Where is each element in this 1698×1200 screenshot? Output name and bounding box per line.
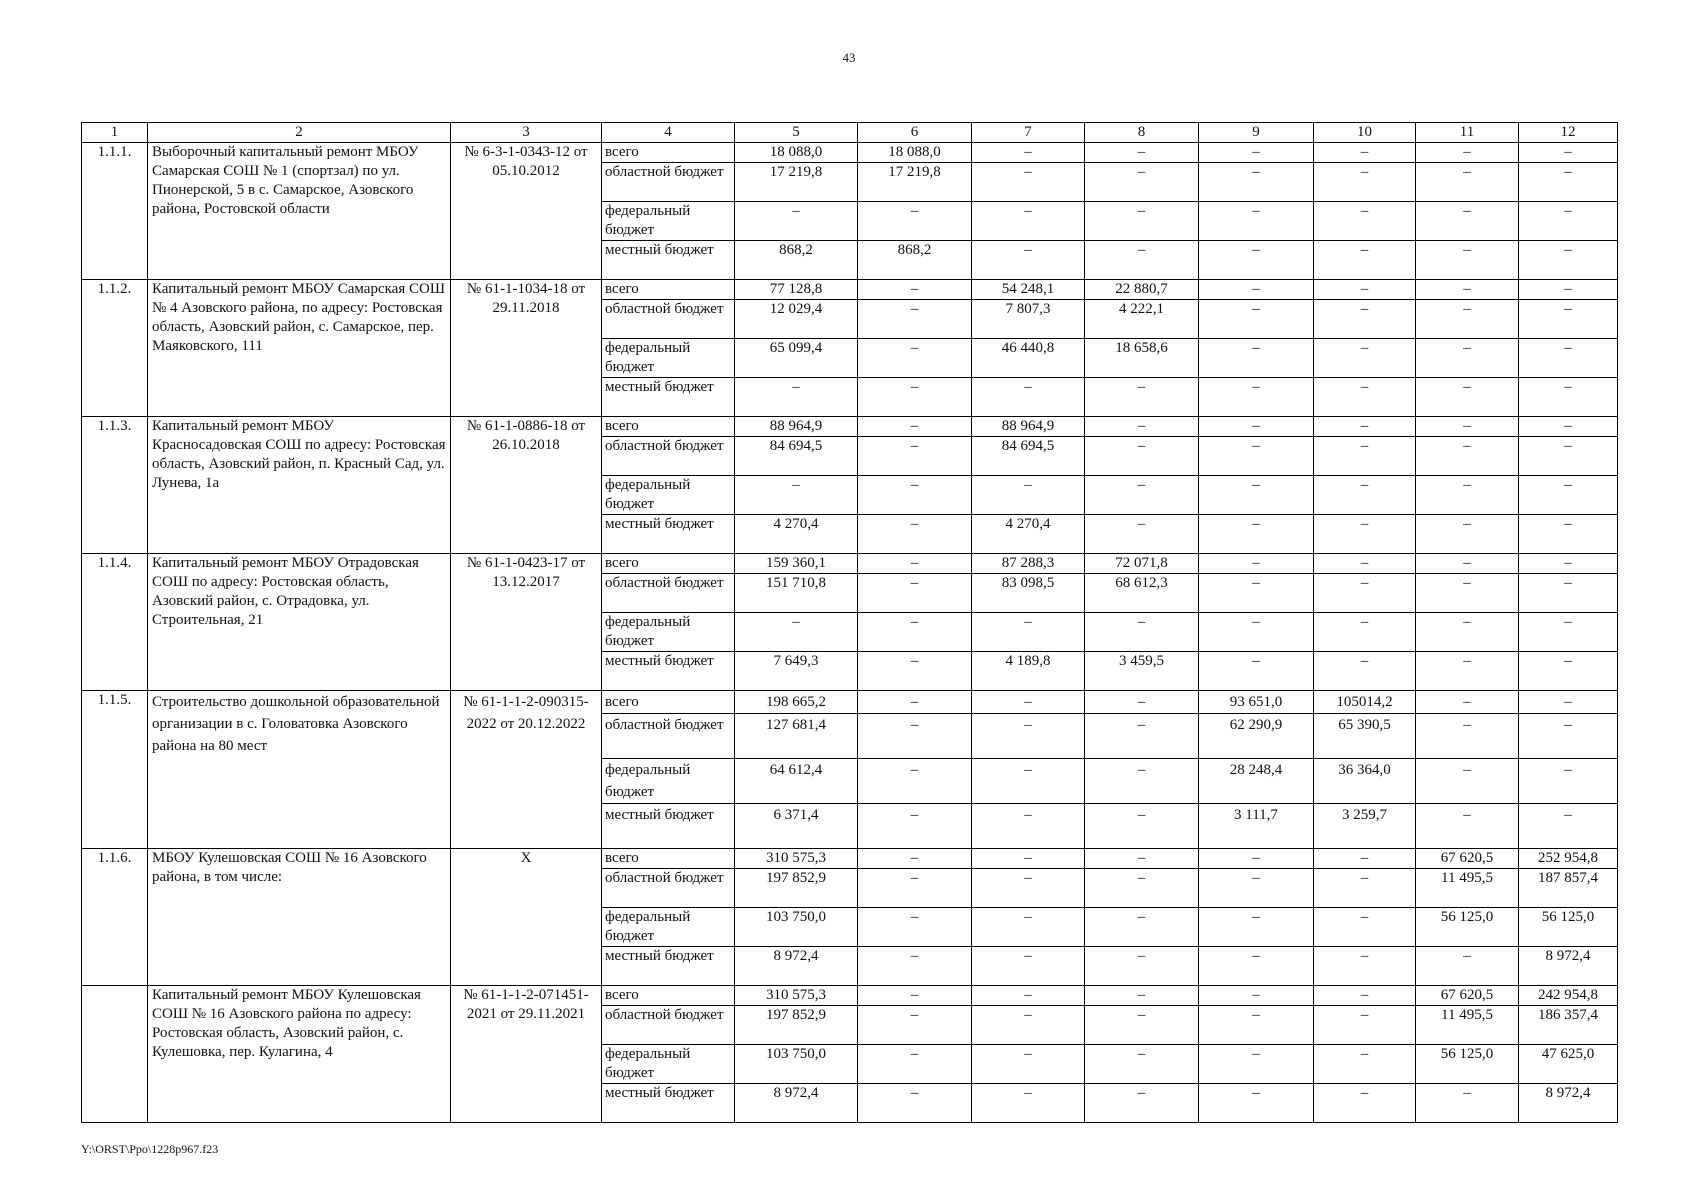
amount-cell: 56 125,0 xyxy=(1416,1045,1519,1084)
amount-cell: – xyxy=(1416,613,1519,652)
header-cell: 10 xyxy=(1314,123,1416,143)
amount-cell: 151 710,8 xyxy=(735,574,858,613)
amount-cell: – xyxy=(1199,476,1314,515)
amount-cell: – xyxy=(1416,280,1519,300)
amount-cell: 68 612,3 xyxy=(1085,574,1199,613)
amount-cell: – xyxy=(1085,947,1199,986)
amount-cell: – xyxy=(1314,378,1416,417)
funding-source: областной бюджет xyxy=(602,714,735,759)
amount-cell: – xyxy=(972,1084,1085,1123)
amount-cell: – xyxy=(1416,947,1519,986)
amount-cell: – xyxy=(1199,143,1314,163)
amount-cell: – xyxy=(858,378,972,417)
amount-cell: – xyxy=(858,986,972,1006)
amount-cell: – xyxy=(1199,280,1314,300)
amount-cell: – xyxy=(1416,476,1519,515)
funding-source: местный бюджет xyxy=(602,241,735,280)
budget-table xyxy=(81,122,1618,1123)
amount-cell: – xyxy=(858,613,972,652)
amount-cell: – xyxy=(1519,652,1618,691)
amount-cell: – xyxy=(1085,986,1199,1006)
amount-cell: – xyxy=(972,1006,1085,1045)
amount-cell: – xyxy=(1314,652,1416,691)
amount-cell: – xyxy=(1085,476,1199,515)
amount-cell: – xyxy=(1085,714,1199,759)
amount-cell: – xyxy=(1314,986,1416,1006)
amount-cell: – xyxy=(1519,714,1618,759)
amount-cell: – xyxy=(1416,202,1519,241)
amount-cell: – xyxy=(1085,143,1199,163)
amount-cell: 198 665,2 xyxy=(735,691,858,714)
amount-cell: 87 288,3 xyxy=(972,554,1085,574)
amount-cell: – xyxy=(858,1084,972,1123)
amount-cell: – xyxy=(1416,417,1519,437)
amount-cell: – xyxy=(1199,378,1314,417)
funding-source: всего xyxy=(602,143,735,163)
document-reference: Х xyxy=(451,849,602,986)
amount-cell: – xyxy=(1416,554,1519,574)
amount-cell: – xyxy=(1314,869,1416,908)
amount-cell: – xyxy=(1314,1084,1416,1123)
amount-cell: – xyxy=(972,869,1085,908)
amount-cell: – xyxy=(1314,241,1416,280)
item-number: 1.1.1. xyxy=(82,143,148,280)
amount-cell: – xyxy=(972,804,1085,849)
amount-cell: – xyxy=(858,947,972,986)
funding-source: федеральный бюджет xyxy=(602,908,735,947)
funding-source: всего xyxy=(602,986,735,1006)
amount-cell: – xyxy=(1519,476,1618,515)
amount-cell: – xyxy=(972,714,1085,759)
item-number: 1.1.6. xyxy=(82,849,148,986)
item-number: 1.1.4. xyxy=(82,554,148,691)
amount-cell: 67 620,5 xyxy=(1416,986,1519,1006)
amount-cell: 18 088,0 xyxy=(858,143,972,163)
item-description: МБОУ Кулешовская СОШ № 16 Азовского района, в том числе: xyxy=(148,849,451,986)
amount-cell: – xyxy=(1519,378,1618,417)
amount-cell: – xyxy=(1314,202,1416,241)
amount-cell: – xyxy=(1199,947,1314,986)
amount-cell: 8 972,4 xyxy=(1519,947,1618,986)
item-description: Капитальный ремонт МБОУ Кулешовская СОШ № 16 Азовского района по адресу: Ростовская область, Азовский район, с. Кулешовка, пер. Кулагина, 4 xyxy=(148,986,451,1123)
amount-cell: 310 575,3 xyxy=(735,986,858,1006)
amount-cell: 65 390,5 xyxy=(1314,714,1416,759)
amount-cell: – xyxy=(1085,1045,1199,1084)
funding-source: областной бюджет xyxy=(602,574,735,613)
amount-cell: – xyxy=(1519,515,1618,554)
amount-cell: – xyxy=(1199,1006,1314,1045)
amount-cell: – xyxy=(858,437,972,476)
item-number: 1.1.2. xyxy=(82,280,148,417)
amount-cell: 12 029,4 xyxy=(735,300,858,339)
amount-cell: – xyxy=(1085,869,1199,908)
amount-cell: – xyxy=(972,691,1085,714)
amount-cell: 67 620,5 xyxy=(1416,849,1519,869)
table-row xyxy=(82,691,1618,714)
amount-cell: – xyxy=(1199,300,1314,339)
funding-source: всего xyxy=(602,849,735,869)
amount-cell: – xyxy=(735,613,858,652)
funding-source: местный бюджет xyxy=(602,378,735,417)
amount-cell: – xyxy=(1416,437,1519,476)
amount-cell: 103 750,0 xyxy=(735,908,858,947)
amount-cell: – xyxy=(1314,300,1416,339)
amount-cell: 103 750,0 xyxy=(735,1045,858,1084)
header-cell: 7 xyxy=(972,123,1085,143)
header-cell: 3 xyxy=(451,123,602,143)
amount-cell: – xyxy=(858,691,972,714)
amount-cell: – xyxy=(1085,378,1199,417)
amount-cell: 65 099,4 xyxy=(735,339,858,378)
amount-cell: 47 625,0 xyxy=(1519,1045,1618,1084)
amount-cell: 11 495,5 xyxy=(1416,869,1519,908)
item-number: 1.1.3. xyxy=(82,417,148,554)
amount-cell: – xyxy=(1199,574,1314,613)
amount-cell: – xyxy=(972,947,1085,986)
amount-cell: – xyxy=(858,202,972,241)
document-reference: № 61-1-0886-18 от 26.10.2018 xyxy=(451,417,602,554)
page-number: 43 xyxy=(842,50,856,65)
amount-cell: – xyxy=(1416,574,1519,613)
amount-cell: – xyxy=(1199,163,1314,202)
amount-cell: – xyxy=(1085,849,1199,869)
amount-cell: – xyxy=(1314,613,1416,652)
document-reference: № 61-1-0423-17 от 13.12.2017 xyxy=(451,554,602,691)
amount-cell: – xyxy=(1416,652,1519,691)
amount-cell: – xyxy=(1199,339,1314,378)
amount-cell: – xyxy=(1199,1045,1314,1084)
amount-cell: – xyxy=(735,476,858,515)
amount-cell: – xyxy=(1416,691,1519,714)
header-cell: 11 xyxy=(1416,123,1519,143)
funding-source: всего xyxy=(602,554,735,574)
amount-cell: 7 807,3 xyxy=(972,300,1085,339)
amount-cell: 3 459,5 xyxy=(1085,652,1199,691)
amount-cell: – xyxy=(1085,417,1199,437)
table-row xyxy=(82,417,1618,437)
amount-cell: 84 694,5 xyxy=(972,437,1085,476)
amount-cell: – xyxy=(972,143,1085,163)
amount-cell: 3 259,7 xyxy=(1314,804,1416,849)
funding-source: местный бюджет xyxy=(602,652,735,691)
item-description: Капитальный ремонт МБОУ Красносадовская СОШ по адресу: Ростовская область, Азовский район, п. Красный Сад, ул. Лунева, 1а xyxy=(148,417,451,554)
amount-cell: – xyxy=(1199,849,1314,869)
table-row xyxy=(82,280,1618,300)
amount-cell: – xyxy=(1085,202,1199,241)
amount-cell: – xyxy=(1416,300,1519,339)
document-reference: № 61-1-1034-18 от 29.11.2018 xyxy=(451,280,602,417)
amount-cell: – xyxy=(972,202,1085,241)
amount-cell: 77 128,8 xyxy=(735,280,858,300)
amount-cell: – xyxy=(858,300,972,339)
funding-source: местный бюджет xyxy=(602,515,735,554)
amount-cell: – xyxy=(1416,339,1519,378)
amount-cell: – xyxy=(858,804,972,849)
item-number xyxy=(82,986,148,1123)
amount-cell: – xyxy=(1199,202,1314,241)
funding-source: местный бюджет xyxy=(602,804,735,849)
amount-cell: – xyxy=(972,759,1085,804)
funding-source: федеральный бюджет xyxy=(602,202,735,241)
amount-cell: 159 360,1 xyxy=(735,554,858,574)
header-row xyxy=(82,123,1618,143)
amount-cell: 56 125,0 xyxy=(1416,908,1519,947)
funding-source: местный бюджет xyxy=(602,947,735,986)
amount-cell: – xyxy=(972,908,1085,947)
amount-cell: – xyxy=(1416,515,1519,554)
amount-cell: – xyxy=(972,613,1085,652)
funding-source: федеральный бюджет xyxy=(602,339,735,378)
amount-cell: – xyxy=(1416,163,1519,202)
amount-cell: – xyxy=(858,1045,972,1084)
amount-cell: – xyxy=(1519,163,1618,202)
amount-cell: – xyxy=(1314,908,1416,947)
amount-cell: – xyxy=(972,476,1085,515)
amount-cell: – xyxy=(1519,143,1618,163)
amount-cell: – xyxy=(1519,804,1618,849)
amount-cell: – xyxy=(1199,652,1314,691)
amount-cell: 252 954,8 xyxy=(1519,849,1618,869)
amount-cell: – xyxy=(1519,691,1618,714)
amount-cell: 11 495,5 xyxy=(1416,1006,1519,1045)
table-row xyxy=(82,554,1618,574)
amount-cell: 8 972,4 xyxy=(735,947,858,986)
amount-cell: 62 290,9 xyxy=(1199,714,1314,759)
amount-cell: – xyxy=(1519,613,1618,652)
amount-cell: – xyxy=(1519,202,1618,241)
amount-cell: – xyxy=(1416,714,1519,759)
amount-cell: 4 270,4 xyxy=(735,515,858,554)
amount-cell: 22 880,7 xyxy=(1085,280,1199,300)
amount-cell: – xyxy=(1519,300,1618,339)
item-description: Капитальный ремонт МБОУ Отрадовская СОШ по адресу: Ростовская область, Азовский район, с. Отрадовка, ул. Строительная, 21 xyxy=(148,554,451,691)
amount-cell: – xyxy=(1519,339,1618,378)
amount-cell: – xyxy=(858,417,972,437)
amount-cell: – xyxy=(1519,241,1618,280)
amount-cell: 93 651,0 xyxy=(1199,691,1314,714)
amount-cell: – xyxy=(858,759,972,804)
amount-cell: 36 364,0 xyxy=(1314,759,1416,804)
funding-source: областной бюджет xyxy=(602,163,735,202)
document-reference: № 61-1-1-2-071451-2021 от 29.11.2021 xyxy=(451,986,602,1123)
amount-cell: – xyxy=(1519,437,1618,476)
amount-cell: – xyxy=(1314,1006,1416,1045)
header-cell: 5 xyxy=(735,123,858,143)
amount-cell: – xyxy=(1199,554,1314,574)
funding-source: областной бюджет xyxy=(602,869,735,908)
amount-cell: – xyxy=(972,163,1085,202)
funding-source: областной бюджет xyxy=(602,437,735,476)
amount-cell: 187 857,4 xyxy=(1519,869,1618,908)
amount-cell: 88 964,9 xyxy=(735,417,858,437)
amount-cell: 54 248,1 xyxy=(972,280,1085,300)
amount-cell: – xyxy=(1519,280,1618,300)
amount-cell: 28 248,4 xyxy=(1199,759,1314,804)
amount-cell: 3 111,7 xyxy=(1199,804,1314,849)
amount-cell: – xyxy=(1314,515,1416,554)
amount-cell: – xyxy=(1416,759,1519,804)
amount-cell: – xyxy=(972,849,1085,869)
amount-cell: – xyxy=(1416,378,1519,417)
amount-cell: – xyxy=(735,202,858,241)
amount-cell: 127 681,4 xyxy=(735,714,858,759)
amount-cell: – xyxy=(1085,804,1199,849)
amount-cell: – xyxy=(1199,908,1314,947)
amount-cell: – xyxy=(858,652,972,691)
amount-cell: – xyxy=(972,378,1085,417)
amount-cell: – xyxy=(1314,476,1416,515)
amount-cell: – xyxy=(858,574,972,613)
amount-cell: – xyxy=(1314,554,1416,574)
amount-cell: 197 852,9 xyxy=(735,1006,858,1045)
amount-cell: – xyxy=(1199,1084,1314,1123)
header-cell: 12 xyxy=(1519,123,1618,143)
header-cell: 9 xyxy=(1199,123,1314,143)
amount-cell: – xyxy=(858,515,972,554)
amount-cell: – xyxy=(858,849,972,869)
amount-cell: – xyxy=(972,241,1085,280)
amount-cell: – xyxy=(1416,804,1519,849)
amount-cell: – xyxy=(858,714,972,759)
item-description: Строительство дошкольной образовательной организации в с. Головатовка Азовского района на 80 мест xyxy=(148,691,451,849)
amount-cell: – xyxy=(858,1006,972,1045)
amount-cell: – xyxy=(1199,986,1314,1006)
amount-cell: – xyxy=(858,554,972,574)
amount-cell: – xyxy=(1314,163,1416,202)
amount-cell: 18 088,0 xyxy=(735,143,858,163)
amount-cell: – xyxy=(1314,143,1416,163)
amount-cell: – xyxy=(972,1045,1085,1084)
table-row xyxy=(82,849,1618,869)
amount-cell: – xyxy=(1314,437,1416,476)
amount-cell: – xyxy=(1085,613,1199,652)
amount-cell: 18 658,6 xyxy=(1085,339,1199,378)
amount-cell: – xyxy=(1519,417,1618,437)
amount-cell: – xyxy=(1199,613,1314,652)
funding-source: местный бюджет xyxy=(602,1084,735,1123)
amount-cell: 83 098,5 xyxy=(972,574,1085,613)
amount-cell: – xyxy=(1085,908,1199,947)
amount-cell: – xyxy=(858,280,972,300)
header-cell: 2 xyxy=(148,123,451,143)
amount-cell: – xyxy=(735,378,858,417)
table-body xyxy=(82,123,1618,1123)
funding-source: федеральный бюджет xyxy=(602,476,735,515)
amount-cell: 84 694,5 xyxy=(735,437,858,476)
funding-source: областной бюджет xyxy=(602,300,735,339)
amount-cell: – xyxy=(972,986,1085,1006)
amount-cell: – xyxy=(1416,1084,1519,1123)
amount-cell: – xyxy=(1416,241,1519,280)
amount-cell: – xyxy=(1085,241,1199,280)
header-cell: 6 xyxy=(858,123,972,143)
item-number: 1.1.5. xyxy=(82,691,148,849)
amount-cell: 17 219,8 xyxy=(735,163,858,202)
amount-cell: – xyxy=(1199,869,1314,908)
amount-cell: 56 125,0 xyxy=(1519,908,1618,947)
amount-cell: 310 575,3 xyxy=(735,849,858,869)
amount-cell: 46 440,8 xyxy=(972,339,1085,378)
amount-cell: 17 219,8 xyxy=(858,163,972,202)
funding-source: федеральный бюджет xyxy=(602,613,735,652)
amount-cell: 7 649,3 xyxy=(735,652,858,691)
amount-cell: – xyxy=(1199,241,1314,280)
amount-cell: – xyxy=(1314,280,1416,300)
amount-cell: – xyxy=(1314,339,1416,378)
amount-cell: 64 612,4 xyxy=(735,759,858,804)
funding-source: областной бюджет xyxy=(602,1006,735,1045)
amount-cell: – xyxy=(1314,1045,1416,1084)
amount-cell: – xyxy=(858,476,972,515)
amount-cell: 868,2 xyxy=(735,241,858,280)
item-description: Капитальный ремонт МБОУ Самарская СОШ № 4 Азовского района, по адресу: Ростовская область, Азовский район, с. Самарское, пер. Маяковского, 111 xyxy=(148,280,451,417)
amount-cell: – xyxy=(1085,437,1199,476)
amount-cell: – xyxy=(1314,574,1416,613)
amount-cell: – xyxy=(1314,417,1416,437)
amount-cell: 4 222,1 xyxy=(1085,300,1199,339)
funding-source: всего xyxy=(602,280,735,300)
amount-cell: – xyxy=(1085,1006,1199,1045)
item-description: Выборочный капитальный ремонт МБОУ Самарская СОШ № 1 (спортзал) по ул. Пионерской, 5 в с. Самарское, Азовского района, Ростовской области xyxy=(148,143,451,280)
amount-cell: – xyxy=(858,908,972,947)
amount-cell: 242 954,8 xyxy=(1519,986,1618,1006)
amount-cell: – xyxy=(1085,691,1199,714)
amount-cell: – xyxy=(1519,574,1618,613)
amount-cell: – xyxy=(1085,1084,1199,1123)
file-path-footer: Y:\ORST\Ppo\1228p967.f23 xyxy=(81,1142,219,1156)
table-row xyxy=(82,143,1618,163)
amount-cell: – xyxy=(858,339,972,378)
funding-source: всего xyxy=(602,691,735,714)
amount-cell: – xyxy=(1519,554,1618,574)
amount-cell: – xyxy=(1416,143,1519,163)
amount-cell: – xyxy=(1199,437,1314,476)
amount-cell: 197 852,9 xyxy=(735,869,858,908)
header-cell: 8 xyxy=(1085,123,1199,143)
amount-cell: – xyxy=(1519,759,1618,804)
amount-cell: 4 270,4 xyxy=(972,515,1085,554)
header-cell: 4 xyxy=(602,123,735,143)
table-row xyxy=(82,986,1618,1006)
amount-cell: 4 189,8 xyxy=(972,652,1085,691)
amount-cell: 88 964,9 xyxy=(972,417,1085,437)
amount-cell: 868,2 xyxy=(858,241,972,280)
funding-source: федеральный бюджет xyxy=(602,759,735,804)
amount-cell: – xyxy=(1085,759,1199,804)
document-reference: № 6-3-1-0343-12 от 05.10.2012 xyxy=(451,143,602,280)
header-cell: 1 xyxy=(82,123,148,143)
amount-cell: 8 972,4 xyxy=(735,1084,858,1123)
amount-cell: 6 371,4 xyxy=(735,804,858,849)
amount-cell: – xyxy=(1085,163,1199,202)
amount-cell: – xyxy=(1314,849,1416,869)
amount-cell: 72 071,8 xyxy=(1085,554,1199,574)
amount-cell: 8 972,4 xyxy=(1519,1084,1618,1123)
amount-cell: – xyxy=(1199,515,1314,554)
amount-cell: – xyxy=(1085,515,1199,554)
amount-cell: 186 357,4 xyxy=(1519,1006,1618,1045)
amount-cell: – xyxy=(1314,947,1416,986)
funding-source: всего xyxy=(602,417,735,437)
document-reference: № 61-1-1-2-090315-2022 от 20.12.2022 xyxy=(451,691,602,849)
funding-source: федеральный бюджет xyxy=(602,1045,735,1084)
amount-cell: 105014,2 xyxy=(1314,691,1416,714)
amount-cell: – xyxy=(858,869,972,908)
amount-cell: – xyxy=(1199,417,1314,437)
